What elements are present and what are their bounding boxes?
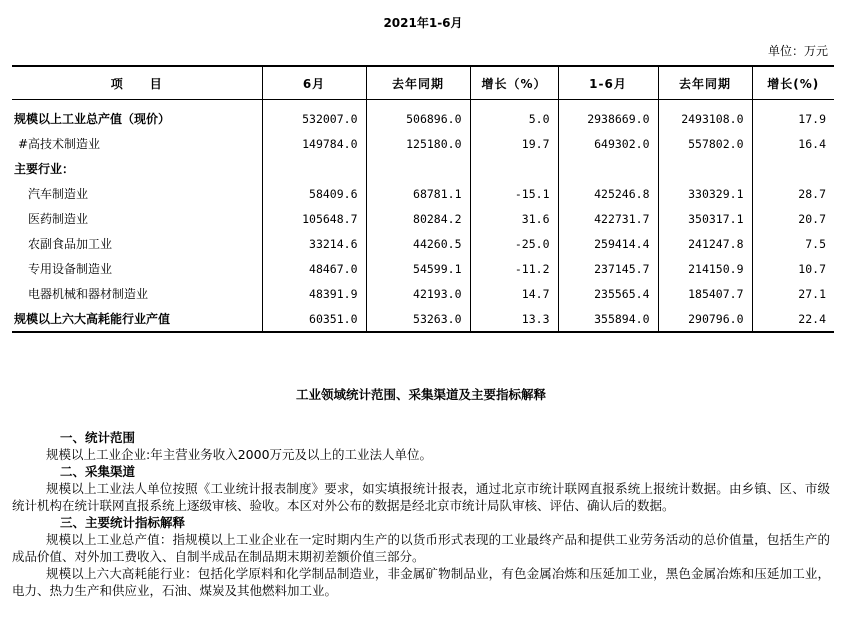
row-value: 214150.9 [658,256,752,281]
section-paragraph: 规模以上工业法人单位按照《工业统计报表制度》要求，如实填报统计报表，通过北京市统计联网直报系统上报统计数据。由乡镇、区、市级统计机构在统计联网直报系统上逐级审核、验收。本区对外公布的数据是经北京市统计局队审核、评估、确认后的数据。 [12,481,830,513]
row-label: 专用设备制造业 [12,256,262,281]
row-label: 医药制造业 [12,206,262,231]
table-row [12,231,834,256]
row-value: 235565.4 [558,281,658,306]
table-row [12,181,834,206]
row-value [366,156,470,181]
row-value [752,156,834,181]
row-label: 农副食品加工业 [12,231,262,256]
row-value: 105648.7 [262,206,366,231]
row-value [262,156,366,181]
row-value: 425246.8 [558,181,658,206]
section-heading: 一、统计范围 [60,430,136,445]
definitions-body [12,429,830,599]
section-heading: 三、主要统计指标解释 [60,515,186,530]
row-label: 电器机械和器材制造业 [12,281,262,306]
row-value: 19.7 [470,131,558,156]
row-value: -25.0 [470,231,558,256]
row-label: 主要行业： [12,156,262,181]
row-value: 68781.1 [366,181,470,206]
row-label: 规模以上工业总产值（现价） [12,100,262,132]
row-value: 28.7 [798,186,826,201]
row-value: 125180.0 [366,131,470,156]
row-label: #高技术制造业 [12,131,262,156]
row-value [470,156,558,181]
section-paragraph: 规模以上六大高耗能行业：包括化学原料和化学制品制造业，非金属矿物制品业，有色金属冶炼和压延加工业，黑色金属冶炼和压延加工业，电力、热力生产和供应业，石油、煤炭及其他燃料加工业。 [12,566,830,598]
row-value: 14.7 [470,281,558,306]
row-value: 48391.9 [262,281,366,306]
report-period: 2021年1-6月 [383,16,463,30]
table-row [12,206,834,231]
row-value: 2493108.0 [658,100,752,132]
table-row [12,256,834,281]
row-value: 149784.0 [262,131,366,156]
row-value: 506896.0 [366,100,470,132]
row-value: 16.4 [798,136,826,151]
industry-output-table [12,65,834,333]
table-row [12,306,834,332]
row-value: 27.1 [798,286,826,301]
row-value: 53263.0 [366,306,470,332]
row-value: 237145.7 [558,256,658,281]
row-value: 22.4 [798,311,826,326]
table-body [12,100,834,333]
table-row [12,156,834,181]
section-heading: 二、采集渠道 [60,464,136,479]
row-value: 31.6 [470,206,558,231]
table-row [12,281,834,306]
row-value: 20.7 [798,211,826,226]
header-june-growth: 增长（%） [470,66,558,100]
row-value: 532007.0 [262,100,366,132]
row-label: 规模以上六大高耗能行业产值 [12,306,262,332]
row-value: 290796.0 [658,306,752,332]
row-value: 58409.6 [262,181,366,206]
row-value: 48467.0 [262,256,366,281]
header-june: 6月 [262,66,366,100]
row-value: 330329.1 [658,181,752,206]
row-value: 54599.1 [366,256,470,281]
header-jan-jun-growth: 增长(%) [752,66,834,100]
row-value: 422731.7 [558,206,658,231]
row-value: 7.5 [805,236,826,251]
row-value: 60351.0 [262,306,366,332]
table-row [12,131,834,156]
section-paragraph: 规模以上工业企业:年主营业务收入2000万元及以上的工业法人单位。 [46,447,433,462]
definitions-section [12,386,830,599]
row-value: 241247.8 [658,231,752,256]
row-value: 44260.5 [366,231,470,256]
unit-label: 单位：万元 [767,44,828,58]
header-june-last-year: 去年同期 [366,66,470,100]
row-value: 185407.7 [658,281,752,306]
row-value: -15.1 [470,181,558,206]
definitions-title: 工业领域统计范围、采集渠道及主要指标解释 [295,387,546,402]
row-value: 350317.1 [658,206,752,231]
header-jan-jun: 1-6月 [558,66,658,100]
row-value [558,156,658,181]
table-header-row [12,66,834,100]
row-value: 17.9 [798,111,826,126]
row-value [658,156,752,181]
row-value: 5.0 [470,100,558,132]
row-value: 355894.0 [558,306,658,332]
row-value: 33214.6 [262,231,366,256]
row-value: 80284.2 [366,206,470,231]
table-row [12,100,834,132]
row-value: 259414.4 [558,231,658,256]
header-item: 项 目 [12,66,262,100]
section-paragraph: 规模以上工业总产值：指规模以上工业企业在一定时期内生产的以货币形式表现的工业最终产品和提供工业劳务活动的总价值量，包括生产的成品价值、对外加工费收入、自制半成品在制品期末期初差额价值三部分。 [12,532,830,564]
header-jan-jun-last-year: 去年同期 [658,66,752,100]
row-value: 649302.0 [558,131,658,156]
row-value: 557802.0 [658,131,752,156]
row-value: 42193.0 [366,281,470,306]
row-value: -11.2 [470,256,558,281]
row-label: 汽车制造业 [12,181,262,206]
row-value: 10.7 [798,261,826,276]
row-value: 2938669.0 [558,100,658,132]
row-value: 13.3 [470,306,558,332]
